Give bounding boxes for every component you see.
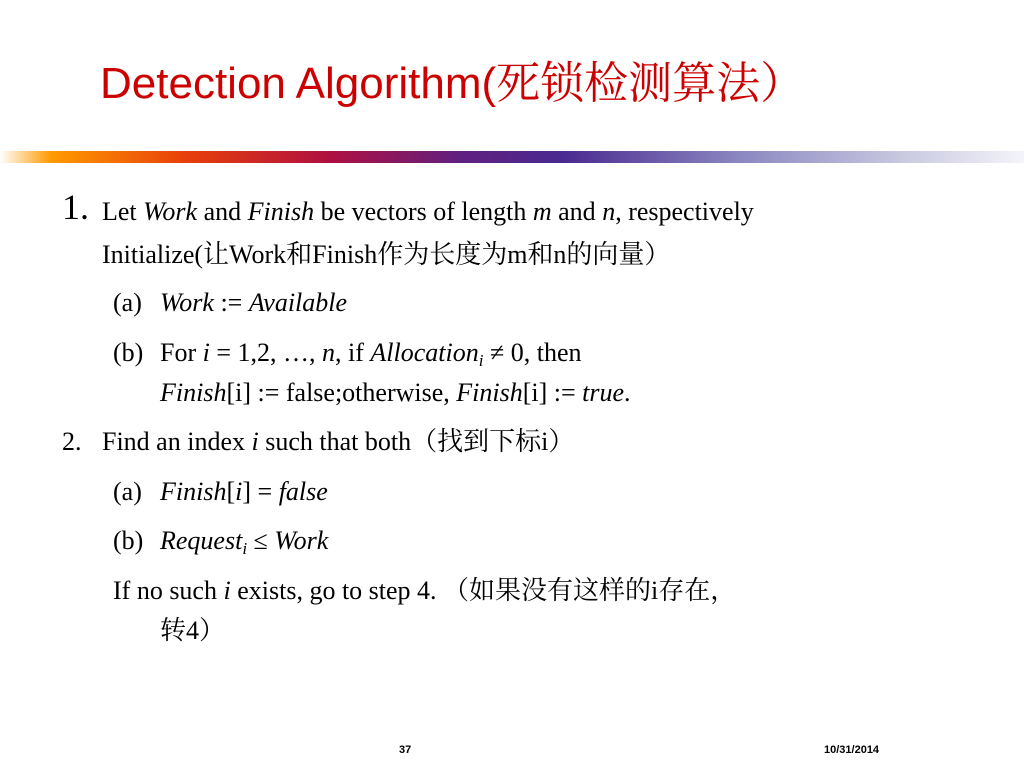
step-2a <box>160 475 328 509</box>
text: ] = <box>242 477 279 506</box>
i-var: i <box>223 576 231 605</box>
text: be vectors of length <box>314 197 533 226</box>
allocation-var: Allocation <box>370 338 479 367</box>
text: If no such <box>113 576 224 605</box>
request-var: Request <box>160 526 243 555</box>
le-op: ≤ <box>247 526 275 555</box>
text: ≠ 0, then <box>483 338 582 367</box>
available-var: Available <box>248 288 348 317</box>
m-var: m <box>532 197 552 226</box>
initialize-text: Initialize(让Work和Finish作为长度为m和n的向量） <box>102 240 671 269</box>
step-2b <box>160 524 328 558</box>
text: [i] := <box>522 378 583 407</box>
step-number: 1. <box>62 187 89 227</box>
text: such that both（找到下标i） <box>258 427 575 456</box>
step-2-line <box>102 425 574 459</box>
work-var: Work <box>160 288 214 317</box>
step-1a-label: (a) <box>113 288 142 317</box>
step-1a <box>160 286 347 320</box>
work-var: Work <box>274 526 329 555</box>
text: Let <box>102 197 144 226</box>
n-var: n <box>602 197 616 226</box>
i-var: i <box>202 338 210 367</box>
text: For <box>160 338 203 367</box>
slide-date: 10/31/2014 <box>824 744 880 756</box>
step-2-number: 2. <box>62 427 82 456</box>
step-1-initialize <box>102 238 670 272</box>
text: [i] := false;otherwise, <box>226 378 457 407</box>
subscript-i: i <box>242 539 248 558</box>
text: . <box>624 378 631 407</box>
work-var: Work <box>143 197 198 226</box>
slide-title: Detection Algorithm(死锁检测算法） <box>100 59 805 108</box>
text: , if <box>335 338 371 367</box>
assign-op: := <box>213 288 249 317</box>
finish-var: Finish <box>160 378 227 407</box>
step-2c-continued: 转4） <box>160 616 226 645</box>
i-var: i <box>235 477 243 506</box>
step-2a-label: (a) <box>113 477 142 506</box>
false-value: false <box>278 477 328 506</box>
true-value: true <box>582 378 625 407</box>
text: Find an index <box>102 427 252 456</box>
text: = 1,2, …, <box>209 338 323 367</box>
step-2b-label: (b) <box>113 526 144 555</box>
page-number: 37 <box>399 744 412 756</box>
step-1b-label: (b) <box>113 338 144 367</box>
step-1-line <box>102 195 754 229</box>
text: exists, go to step 4. （如果没有这样的i存在， <box>230 576 737 605</box>
n-var: n <box>322 338 336 367</box>
step-1b <box>160 336 582 370</box>
step-2c <box>113 574 736 608</box>
text: , respectively <box>615 197 754 226</box>
finish-var: Finish <box>247 197 315 226</box>
step-1-number <box>62 187 89 228</box>
step-1b-continued <box>160 376 631 410</box>
text: and <box>551 197 603 226</box>
text: [ <box>226 477 236 506</box>
finish-var: Finish <box>160 477 227 506</box>
finish-var: Finish <box>456 378 523 407</box>
i-var: i <box>251 427 259 456</box>
subscript-i: i <box>478 351 484 370</box>
text: and <box>197 197 248 226</box>
